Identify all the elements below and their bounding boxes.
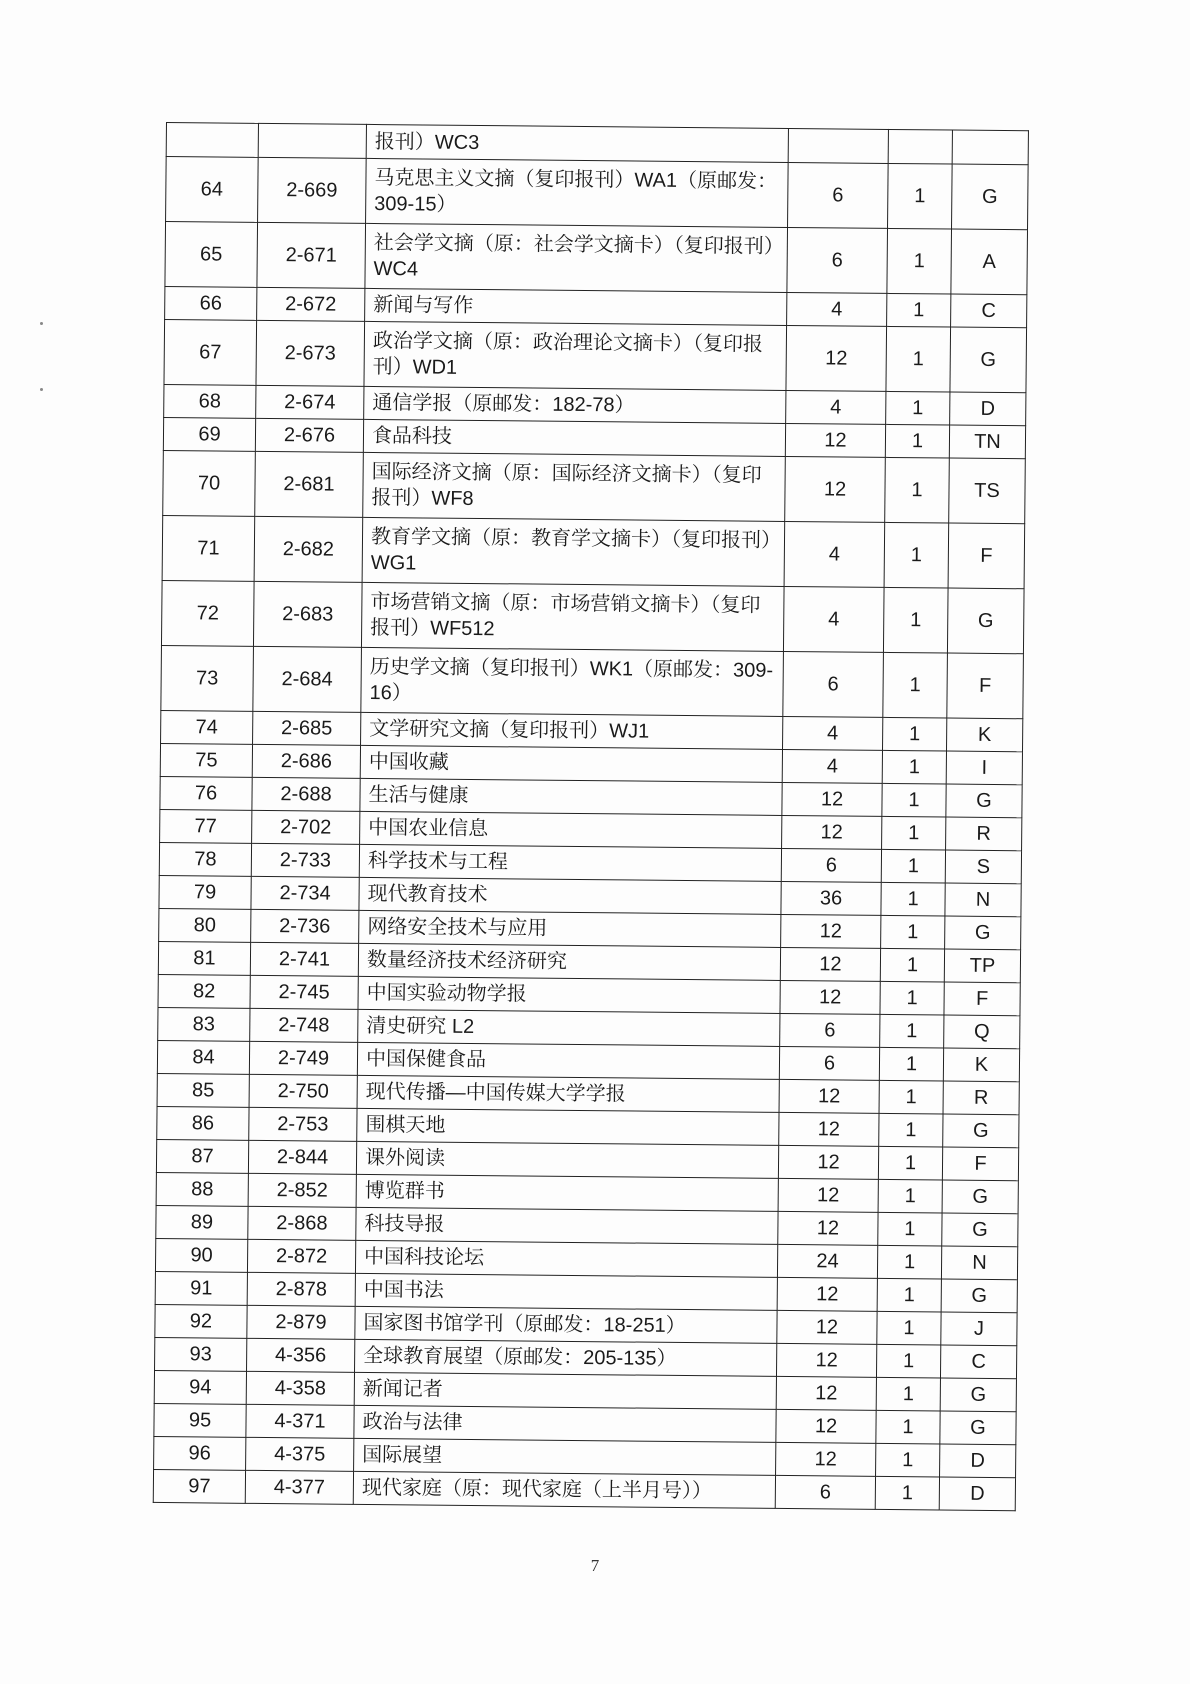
cell-frequency: 12 xyxy=(778,1145,878,1179)
cell-name: 科技导报 xyxy=(356,1207,778,1244)
cell-class: G xyxy=(945,916,1021,950)
cell-name: 政治学文摘（原：政治理论文摘卡）（复印报刊）WD1 xyxy=(364,321,787,390)
cell-quantity: 1 xyxy=(882,783,946,817)
cell-frequency: 12 xyxy=(776,1442,876,1476)
cell-no: 65 xyxy=(165,222,258,288)
table-row xyxy=(161,580,1024,653)
cell-no: 66 xyxy=(165,286,257,320)
cell-name: 通信学报（原邮发：182-78） xyxy=(364,386,786,423)
cell-name: 全球教育展望（原邮发：205-135） xyxy=(355,1339,777,1376)
cell-class: G xyxy=(942,1180,1018,1214)
cell-name: 中国收藏 xyxy=(360,745,782,782)
cell-quantity: 1 xyxy=(876,1377,940,1411)
cell-no: 88 xyxy=(156,1172,248,1206)
cell-quantity: 1 xyxy=(883,717,947,751)
cell-quantity: 1 xyxy=(888,163,953,229)
cell-code: 4-358 xyxy=(246,1371,354,1405)
cell-no: 92 xyxy=(155,1304,247,1338)
table-row xyxy=(161,645,1024,718)
cell-name: 现代传播—中国传媒大学学报 xyxy=(357,1075,779,1112)
cell-code: 2-844 xyxy=(248,1140,356,1174)
cell-class: TS xyxy=(949,458,1026,524)
cell-class: D xyxy=(940,1444,1016,1478)
periodical-table xyxy=(153,122,1029,1511)
cell-no: 87 xyxy=(156,1139,248,1173)
cell-quantity: 1 xyxy=(881,849,945,883)
cell-frequency xyxy=(788,128,888,163)
cell-quantity: 1 xyxy=(876,1410,940,1444)
cell-quantity: 1 xyxy=(877,1245,941,1279)
cell-class: A xyxy=(951,229,1028,295)
cell-frequency: 4 xyxy=(786,390,886,424)
cell-quantity: 1 xyxy=(882,816,946,850)
cell-class: N xyxy=(945,883,1021,917)
cell-name: 课外阅读 xyxy=(356,1141,778,1178)
cell-quantity: 1 xyxy=(880,948,944,982)
cell-class: C xyxy=(940,1345,1016,1379)
cell-code: 2-733 xyxy=(251,843,359,877)
cell-code: 2-868 xyxy=(248,1206,356,1240)
cell-name: 食品科技 xyxy=(363,419,785,456)
cell-quantity: 1 xyxy=(886,326,951,392)
cell-name: 马克思主义文摘（复印报刊）WA1（原邮发：309-15） xyxy=(366,158,789,227)
cell-frequency: 12 xyxy=(786,325,887,391)
cell-code: 2-683 xyxy=(253,581,362,647)
cell-no: 68 xyxy=(164,384,256,418)
cell-class: N xyxy=(941,1246,1017,1280)
cell-name: 科学技术与工程 xyxy=(359,844,781,881)
cell-frequency: 12 xyxy=(782,782,882,816)
cell-no xyxy=(166,123,258,158)
cell-quantity: 1 xyxy=(878,1212,942,1246)
cell-code: 2-673 xyxy=(256,320,365,386)
cell-frequency: 12 xyxy=(776,1409,876,1443)
cell-quantity: 1 xyxy=(887,293,951,327)
table-row xyxy=(166,157,1029,230)
scan-speck xyxy=(40,388,43,391)
cell-frequency: 12 xyxy=(776,1376,876,1410)
cell-class: I xyxy=(946,751,1022,785)
cell-quantity: 1 xyxy=(875,1476,939,1510)
cell-name: 社会学文摘（原：社会学文摘卡）（复印报刊）WC4 xyxy=(365,223,788,292)
cell-no: 93 xyxy=(155,1337,247,1371)
cell-no: 75 xyxy=(160,743,252,777)
table-row xyxy=(165,222,1028,295)
cell-class: F xyxy=(948,523,1025,589)
cell-name: 现代教育技术 xyxy=(359,877,781,914)
cell-no: 91 xyxy=(155,1271,247,1305)
cell-name: 围棋天地 xyxy=(357,1108,779,1145)
cell-frequency: 12 xyxy=(780,947,880,981)
cell-class: K xyxy=(943,1048,1019,1082)
cell-code: 4-377 xyxy=(245,1470,353,1504)
cell-quantity: 1 xyxy=(880,1014,944,1048)
cell-code: 2-745 xyxy=(250,975,358,1009)
cell-code: 2-688 xyxy=(252,777,360,811)
cell-no: 84 xyxy=(157,1040,249,1074)
cell-class: D xyxy=(939,1477,1015,1511)
cell-class: G xyxy=(943,1114,1019,1148)
cell-name: 新闻与写作 xyxy=(365,288,787,325)
cell-code: 2-736 xyxy=(251,909,359,943)
cell-class: TP xyxy=(944,949,1020,983)
cell-no: 97 xyxy=(153,1469,245,1503)
cell-quantity: 1 xyxy=(881,882,945,916)
cell-frequency: 6 xyxy=(788,162,889,228)
cell-class: S xyxy=(945,850,1021,884)
cell-class: G xyxy=(940,1378,1016,1412)
cell-no: 67 xyxy=(164,319,257,385)
cell-code: 2-878 xyxy=(247,1272,355,1306)
cell-frequency: 36 xyxy=(781,881,881,915)
cell-class: G xyxy=(946,784,1022,818)
cell-name: 清史研究 L2 xyxy=(358,1009,780,1046)
cell-class: K xyxy=(946,718,1022,752)
cell-no: 85 xyxy=(157,1073,249,1107)
cell-class: G xyxy=(940,1411,1016,1445)
cell-name: 国际展望 xyxy=(354,1438,776,1475)
cell-class: C xyxy=(951,294,1027,328)
cell-no: 94 xyxy=(154,1370,246,1404)
cell-class: G xyxy=(950,327,1027,393)
cell-name: 中国农业信息 xyxy=(360,811,782,848)
cell-frequency: 12 xyxy=(777,1310,877,1344)
table-row xyxy=(164,319,1027,392)
cell-name: 国家图书馆学刊（原邮发：18-251） xyxy=(355,1306,777,1343)
cell-name: 新闻记者 xyxy=(354,1372,776,1409)
cell-frequency: 12 xyxy=(781,914,881,948)
cell-class: G xyxy=(947,588,1024,654)
cell-quantity: 1 xyxy=(878,1179,942,1213)
cell-quantity: 1 xyxy=(879,1047,943,1081)
cell-no: 70 xyxy=(163,450,256,516)
cell-name: 政治与法律 xyxy=(354,1405,776,1442)
cell-frequency: 4 xyxy=(784,521,885,587)
cell-code: 2-879 xyxy=(247,1305,355,1339)
cell-no: 64 xyxy=(166,157,259,223)
cell-quantity: 1 xyxy=(882,750,946,784)
cell-name: 现代家庭（原：现代家庭（上半月号）） xyxy=(353,1471,775,1508)
cell-name: 数量经济技术经济研究 xyxy=(358,943,780,980)
table-row xyxy=(163,450,1026,523)
cell-frequency: 12 xyxy=(779,1079,879,1113)
cell-code: 2-674 xyxy=(256,385,364,419)
cell-name: 中国实验动物学报 xyxy=(358,976,780,1013)
cell-quantity: 1 xyxy=(883,652,948,718)
cell-frequency: 12 xyxy=(780,980,880,1014)
page-number: 7 xyxy=(590,1556,600,1575)
cell-code: 2-748 xyxy=(250,1008,358,1042)
cell-code: 2-672 xyxy=(257,287,365,321)
cell-name: 历史学文摘（复印报刊）WK1（原邮发：309-16） xyxy=(361,647,784,716)
cell-frequency: 4 xyxy=(783,586,884,652)
cell-code: 2-753 xyxy=(249,1107,357,1141)
cell-no: 82 xyxy=(158,974,250,1008)
cell-frequency: 4 xyxy=(782,749,882,783)
cell-code: 2-681 xyxy=(255,451,364,517)
cell-quantity: 1 xyxy=(883,587,948,653)
cell-no: 90 xyxy=(155,1238,247,1272)
cell-no: 96 xyxy=(154,1436,246,1470)
cell-code: 2-684 xyxy=(253,646,362,712)
cell-quantity: 1 xyxy=(885,457,950,523)
cell-class: F xyxy=(944,982,1020,1016)
cell-code: 2-741 xyxy=(250,942,358,976)
cell-code: 2-734 xyxy=(251,876,359,910)
cell-no: 71 xyxy=(162,515,255,581)
cell-class: Q xyxy=(944,1015,1020,1049)
cell-no: 76 xyxy=(160,776,252,810)
cell-class: G xyxy=(941,1279,1017,1313)
cell-quantity: 1 xyxy=(877,1278,941,1312)
cell-frequency: 12 xyxy=(778,1211,878,1245)
cell-frequency: 12 xyxy=(785,456,886,522)
cell-quantity: 1 xyxy=(884,522,949,588)
cell-frequency: 12 xyxy=(777,1277,877,1311)
cell-no: 78 xyxy=(159,842,251,876)
cell-frequency: 12 xyxy=(782,815,882,849)
cell-no: 95 xyxy=(154,1403,246,1437)
cell-quantity: 1 xyxy=(880,981,944,1015)
cell-code: 2-682 xyxy=(254,516,363,582)
cell-name: 生活与健康 xyxy=(360,778,782,815)
cell-frequency: 6 xyxy=(779,1046,879,1080)
cell-frequency: 4 xyxy=(787,292,887,326)
cell-name: 教育学文摘（原：教育学文摘卡）（复印报刊）WG1 xyxy=(362,517,785,586)
cell-no: 80 xyxy=(159,908,251,942)
cell-class: R xyxy=(946,817,1022,851)
cell-code: 2-671 xyxy=(257,222,366,288)
cell-quantity: 1 xyxy=(881,915,945,949)
cell-quantity: 1 xyxy=(886,391,950,425)
table-row xyxy=(162,515,1025,588)
cell-code: 4-356 xyxy=(247,1338,355,1372)
cell-quantity: 1 xyxy=(887,228,952,294)
cell-no: 79 xyxy=(159,875,251,909)
cell-class xyxy=(952,130,1028,165)
cell-quantity: 1 xyxy=(877,1311,941,1345)
cell-class: D xyxy=(950,392,1026,426)
cell-class: F xyxy=(947,653,1024,719)
cell-name: 市场营销文摘（原：市场营销文摘卡）（复印报刊）WF512 xyxy=(361,582,784,651)
cell-quantity: 1 xyxy=(876,1443,940,1477)
cell-quantity: 1 xyxy=(879,1080,943,1114)
cell-code: 2-750 xyxy=(249,1074,357,1108)
cell-code: 4-371 xyxy=(246,1404,354,1438)
cell-frequency: 12 xyxy=(776,1343,876,1377)
cell-code: 2-852 xyxy=(248,1173,356,1207)
cell-no: 83 xyxy=(158,1007,250,1041)
cell-no: 86 xyxy=(157,1106,249,1140)
cell-code: 2-669 xyxy=(258,157,367,223)
cell-frequency: 12 xyxy=(785,423,885,457)
cell-frequency: 6 xyxy=(781,848,881,882)
cell-code: 2-749 xyxy=(249,1041,357,1075)
cell-frequency: 6 xyxy=(780,1013,880,1047)
scan-speck xyxy=(40,322,43,325)
cell-no: 72 xyxy=(161,580,254,646)
cell-code: 2-686 xyxy=(252,744,360,778)
cell-code xyxy=(258,123,366,158)
cell-name: 中国保健食品 xyxy=(357,1042,779,1079)
cell-no: 69 xyxy=(163,417,255,451)
cell-frequency: 12 xyxy=(779,1112,879,1146)
table-row xyxy=(153,1469,1015,1510)
cell-quantity: 1 xyxy=(876,1344,940,1378)
cell-no: 81 xyxy=(158,941,250,975)
cell-code: 2-872 xyxy=(247,1239,355,1273)
cell-class: F xyxy=(942,1147,1018,1181)
cell-frequency: 24 xyxy=(777,1244,877,1278)
cell-frequency: 4 xyxy=(783,716,883,750)
cell-name: 网络安全技术与应用 xyxy=(359,910,781,947)
cell-name: 报刊）WC3 xyxy=(366,124,788,162)
cell-code: 2-685 xyxy=(253,711,361,745)
cell-frequency: 6 xyxy=(787,227,888,293)
cell-code: 4-375 xyxy=(246,1437,354,1471)
cell-no: 89 xyxy=(156,1205,248,1239)
cell-quantity: 1 xyxy=(878,1146,942,1180)
cell-class: TN xyxy=(949,425,1025,459)
cell-name: 中国书法 xyxy=(355,1273,777,1310)
cell-code: 2-676 xyxy=(255,418,363,452)
cell-no: 77 xyxy=(160,809,252,843)
cell-name: 国际经济文摘（原：国际经济文摘卡）（复印报刊）WF8 xyxy=(363,452,786,521)
cell-quantity: 1 xyxy=(885,424,949,458)
cell-quantity xyxy=(888,129,952,164)
cell-no: 74 xyxy=(161,710,253,744)
cell-class: J xyxy=(941,1312,1017,1346)
cell-class: R xyxy=(943,1081,1019,1115)
cell-no: 73 xyxy=(161,645,254,711)
cell-quantity: 1 xyxy=(879,1113,943,1147)
cell-class: G xyxy=(942,1213,1018,1247)
cell-class: G xyxy=(952,164,1029,230)
cell-frequency: 6 xyxy=(775,1475,875,1509)
cell-frequency: 6 xyxy=(783,651,884,717)
cell-name: 中国科技论坛 xyxy=(355,1240,777,1277)
cell-code: 2-702 xyxy=(252,810,360,844)
cell-name: 文学研究文摘（复印报刊）WJ1 xyxy=(361,712,783,749)
cell-name: 博览群书 xyxy=(356,1174,778,1211)
cell-frequency: 12 xyxy=(778,1178,878,1212)
